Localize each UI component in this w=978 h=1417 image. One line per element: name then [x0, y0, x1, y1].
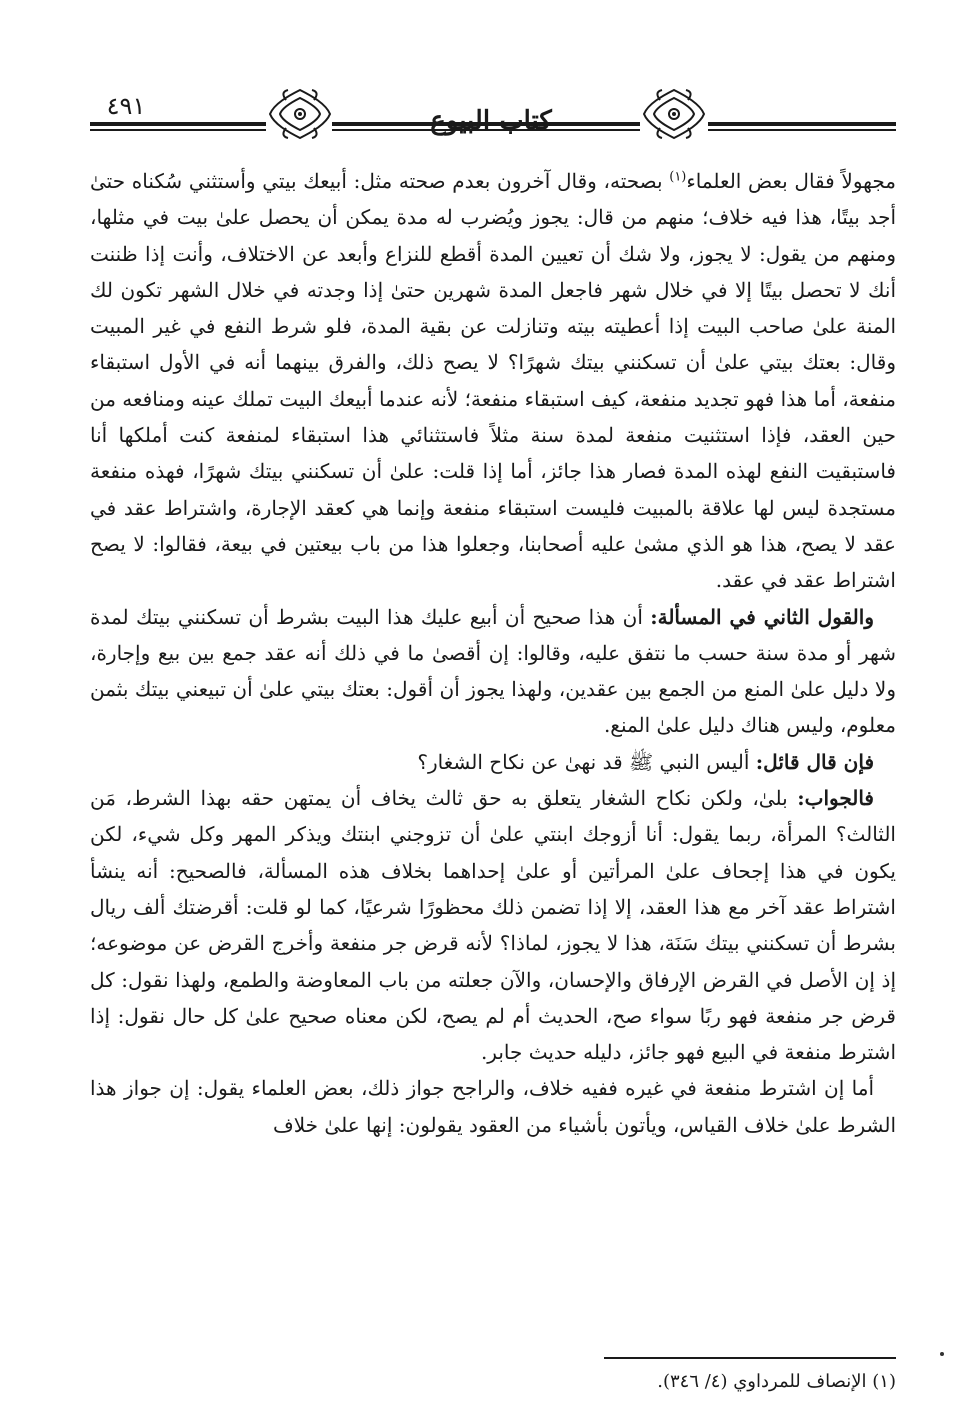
main-text: [90, 163, 896, 1143]
footnote-1: (١) الإنصاف للمرداوي (٤/ ٣٤٦).: [657, 1371, 896, 1392]
margin-dot: [940, 1352, 944, 1356]
paragraph-3-lead: فإن قال قائل:: [755, 749, 874, 774]
paragraph-2: [90, 599, 896, 744]
running-title: كتاب البيوع: [430, 106, 552, 136]
paragraph-1: [90, 163, 896, 599]
paragraph-2-text: أن هذا صحيح أن أبيع عليك هذا البيت بشرط أن تسكنني بيتك لمدة شهر أو مدة سنة حسب ما نتفق عليه، وقالوا: إن أقصىٰ ما في ذلك أنه عقد جمع بين بيع وإجارة، ولا دليل علىٰ المنع من الجمع بين عقدين، ولهذا يجوز أن أقول: بعتك بيتي علىٰ أن تبيعني بيتك بثمن معلوم، وليس هناك دليل علىٰ المنع.: [90, 604, 896, 738]
paragraph-3: [90, 744, 896, 780]
paragraph-2-lead: والقول الثاني في المسألة:: [650, 604, 874, 629]
paragraph-4: [90, 780, 896, 1070]
right-ornament-icon: [642, 86, 706, 142]
header-rule-left-thick: [90, 122, 266, 126]
page-number: ٤٩١: [106, 92, 146, 120]
header-rule-right-thick: [708, 122, 896, 126]
paragraph-4-lead: فالجواب:: [797, 786, 874, 811]
header-rule-right-thin: [708, 129, 896, 131]
paragraph-1-start: مجهولاً فقال بعض العلماء: [686, 169, 896, 193]
page-header: [0, 0, 978, 175]
footnote-reference: (١): [669, 169, 687, 185]
paragraph-4-text: بلىٰ، ولكن نكاح الشغار يتعلق به حق ثالث يخاف أن يمتهن حقه بهذا الشرط، مَن الثالث؟ المرأة، ربما يقول: أنا أزوجك ابنتي علىٰ أن تزوجني ابنتك ويذكر المهر وكل شيء، لكن يكون في هذا إجحاف علىٰ المرأتين أو علىٰ إحداهما بخلاف هذه المسألة، فالصحيح: أنه ينشأ اشتراط عقد آخر مع هذا العقد، إلا إذا تضمن ذلك محظورًا شرعيًا، كما لو قلت: أقرضتك ألف ريال بشرط أن تسكنني بيتك سَنَة، هذا لا يجوز، لماذا؟ لأنه قرض جر منفعة وأخرج القرض عن موضوعه؛ إذ إن الأصل في القرض الإرفاق والإحسان، والآن جعلته من باب المعاوضة والطمع، ولهذا نقول: كل قرض جر منفعة فهو ربًا سواء صح، الحديث أم لم يصح، لكن معناه صحيح علىٰ كل حال نقول: إذا اشترط منفعة في البيع فهو جائز، دليله حديث جابر.: [90, 786, 896, 1065]
left-ornament-icon: [268, 86, 332, 142]
paragraph-1-rest: بصحته، وقال آخرون بعدم صحته مثل: أبيعك بيتي وأستثني سُكناه حتىٰ أجد بيتًا، هذا فيه خلاف؛ منهم من قال: يجوز ويُضرب له مدة يمكن أن يحصل علىٰ بيت في مثلها، ومنهم من يقول: لا يجوز، ولا شك أن تعيين المدة أقطع للنزاع وأبعد عن الاختلاف، وأنت إذا ظننت أنك لا تحصل بيتًا إلا في خلال شهر فاجعل المدة شهرين حتىٰ إذا وجدته في خلال الشهر تكون لك المنة علىٰ صاحب البيت إذا أعطيته بيته وتنازلت عن بقية المدة، فلو شرط النفع في غير المبيت وقال: بعتك بيتي علىٰ أن تسكنني بيتك شهرًا؟ لا يصح ذلك، والفرق بينهما أنه في الأول استبقاء منفعة، أما هذا فهو تجديد منفعة، كيف استبقاء منفعة؛ لأنه عندما أبيعك البيت تملك عينه ومنافعه من حين العقد، فإذا استثنيت منفعة لمدة سنة مثلاً فاستثنائي هذا استبقاء لمنفعة كنت أملكها أنا فاستبقيت النفع لهذه المدة فصار هذا جائز، أما إذا قلت: علىٰ أن تسكنني بيتك شهرًا، فهذه منفعة مستجدة ليس لها علاقة بالمبيت فليست استبقاء منفعة وإنما هي كعقد الإجارة، واشتراط عقد في عقد لا يصح، هذا هو الذي مشىٰ عليه أصحابنا، وجعلوا هذا من باب بيعتين في بيعة، فقالوا: لا يصح اشتراط عقد في عقد.: [90, 169, 897, 593]
footnote-divider: [604, 1357, 896, 1359]
paragraph-5: أما إن اشترط منفعة في غيره ففيه خلاف، والراجح جواز ذلك، بعض العلماء يقول: إن جواز هذا الشرط علىٰ خلاف القياس، ويأتون بأشياء من العقود يقولون: إنها علىٰ خلاف: [90, 1076, 896, 1137]
paragraph-3-text: أليس النبي ﷺ قد نهىٰ عن نكاح الشغار؟: [417, 749, 756, 774]
header-rule-left-thin: [90, 129, 266, 131]
